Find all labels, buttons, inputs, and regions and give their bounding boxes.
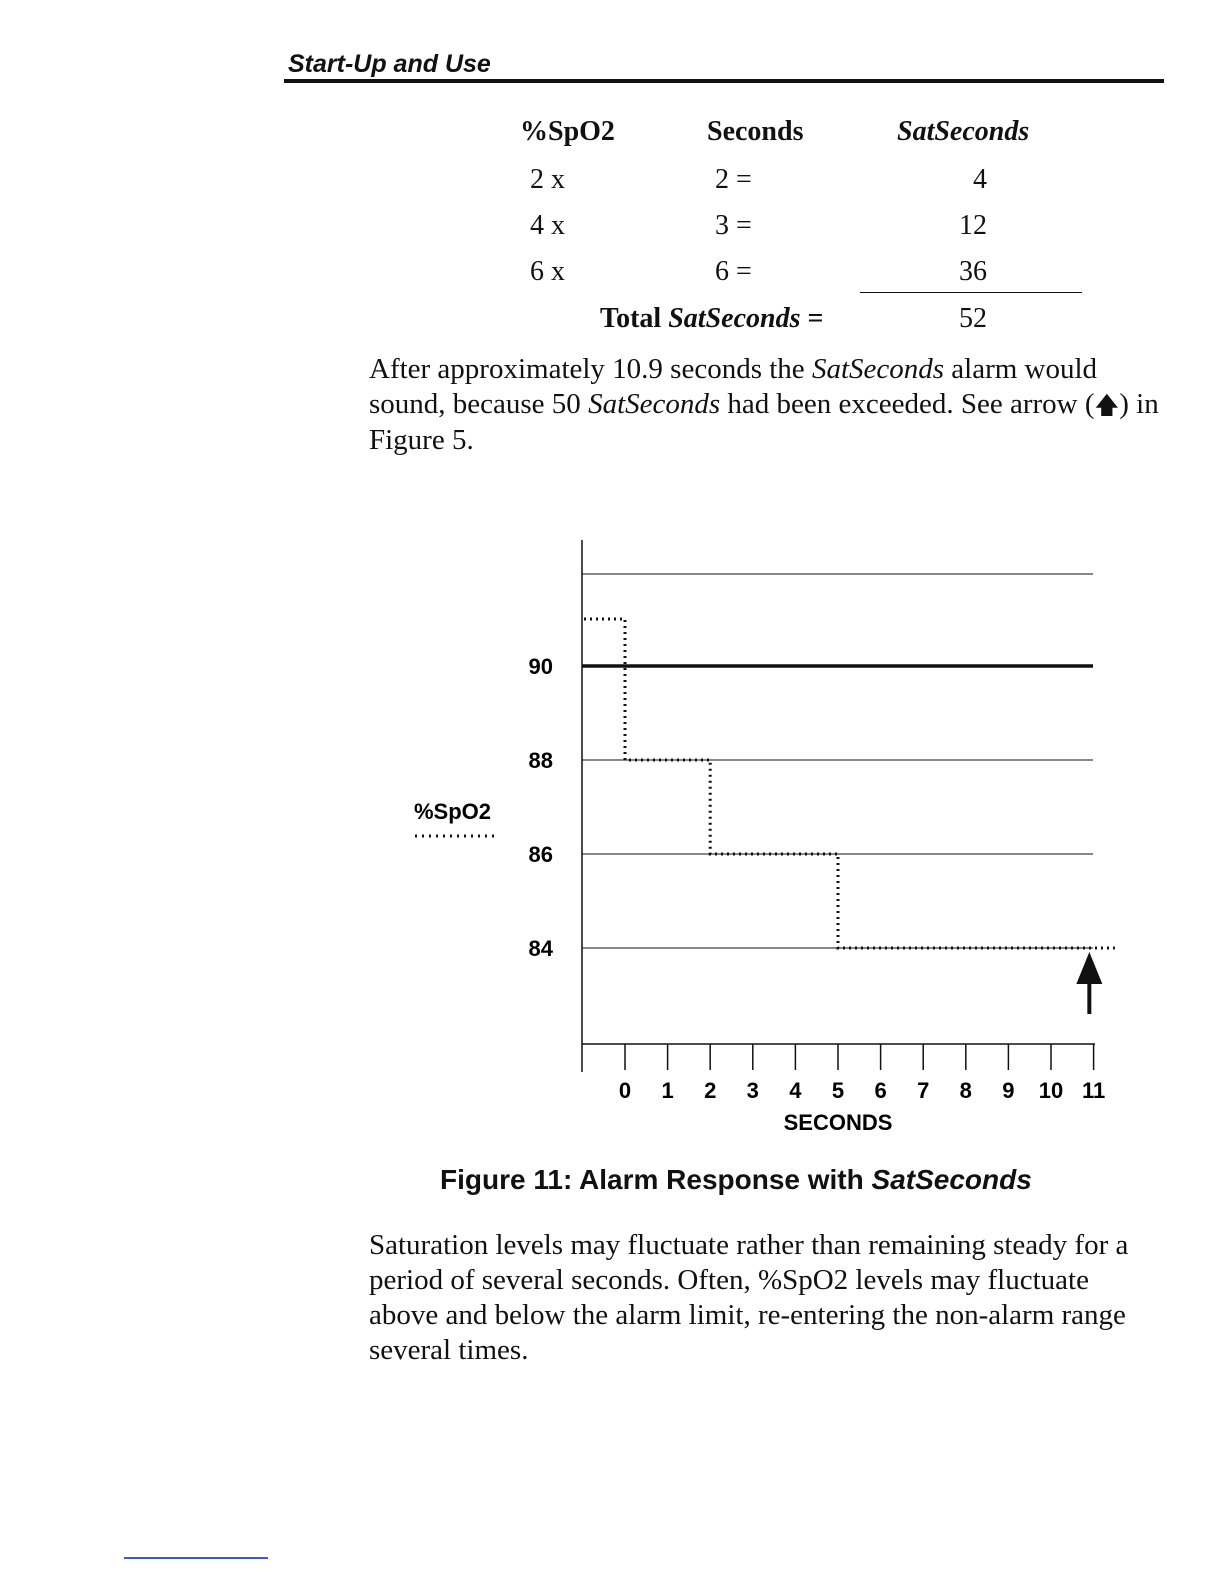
running-header: Start-Up and Use <box>288 50 491 78</box>
x-tick-label: 9 <box>1002 1078 1015 1103</box>
table-cell: 6 x <box>530 256 565 287</box>
footer-rule <box>124 1557 268 1559</box>
table-cell: 2 = <box>715 164 752 195</box>
x-tick-label: 0 <box>618 1078 632 1103</box>
table-header-seconds: Seconds <box>707 116 804 147</box>
y-tick-label: 90 <box>528 654 553 679</box>
alarm-arrow-icon <box>1076 952 1102 984</box>
y-axis-label: %SpO2 <box>414 799 492 824</box>
x-tick-label: 3 <box>746 1078 759 1103</box>
series-line <box>584 619 1115 948</box>
table-cell: 3 = <box>715 210 752 241</box>
table-header-spo2: %SpO2 <box>520 116 615 147</box>
x-tick-label: 5 <box>831 1078 845 1103</box>
table-cell: 6 = <box>715 256 752 287</box>
x-tick-label: 4 <box>789 1078 802 1103</box>
x-tick-label: 10 <box>1038 1078 1064 1103</box>
x-tick-label: 2 <box>704 1078 717 1103</box>
table-cell: 2 x <box>530 164 565 195</box>
x-tick-label: 11 <box>1081 1078 1106 1103</box>
table-cell: 4 x <box>530 210 565 241</box>
table-header-satseconds: SatSeconds <box>897 116 1030 147</box>
table-cell: 4 <box>973 164 987 195</box>
paragraph-explanation: After approximately 10.9 seconds the SatSeconds alarm would sound, because 50 SatSeconds had been exceeded. See arrow (🡅) in Figure 5. <box>369 353 1159 456</box>
y-tick-label: 86 <box>528 842 553 867</box>
figure-caption: Figure 11: Alarm Response with SatSeconds <box>440 1164 1032 1195</box>
table-cell: 36 <box>959 256 987 287</box>
y-tick-label: 84 <box>528 936 553 961</box>
y-tick-label: 88 <box>528 748 553 773</box>
x-tick-label: 1 <box>661 1078 674 1103</box>
table-cell: 12 <box>959 210 987 241</box>
paragraph-fluctuation: Saturation levels may fluctuate rather than remaining steady for a period of several seconds. Often, %SpO2 levels may fluctuate above and below the alarm limit, re-entering the non-alarm range several times. <box>369 1229 1129 1366</box>
total-label: Total SatSeconds = <box>600 303 824 334</box>
x-tick-label: 8 <box>959 1078 972 1103</box>
total-value: 52 <box>959 303 987 334</box>
up-arrow-icon: 🡅 <box>1094 391 1120 419</box>
x-tick-label: 6 <box>874 1078 887 1103</box>
x-axis-label: SECONDS <box>783 1110 893 1135</box>
x-tick-label: 7 <box>917 1078 930 1103</box>
